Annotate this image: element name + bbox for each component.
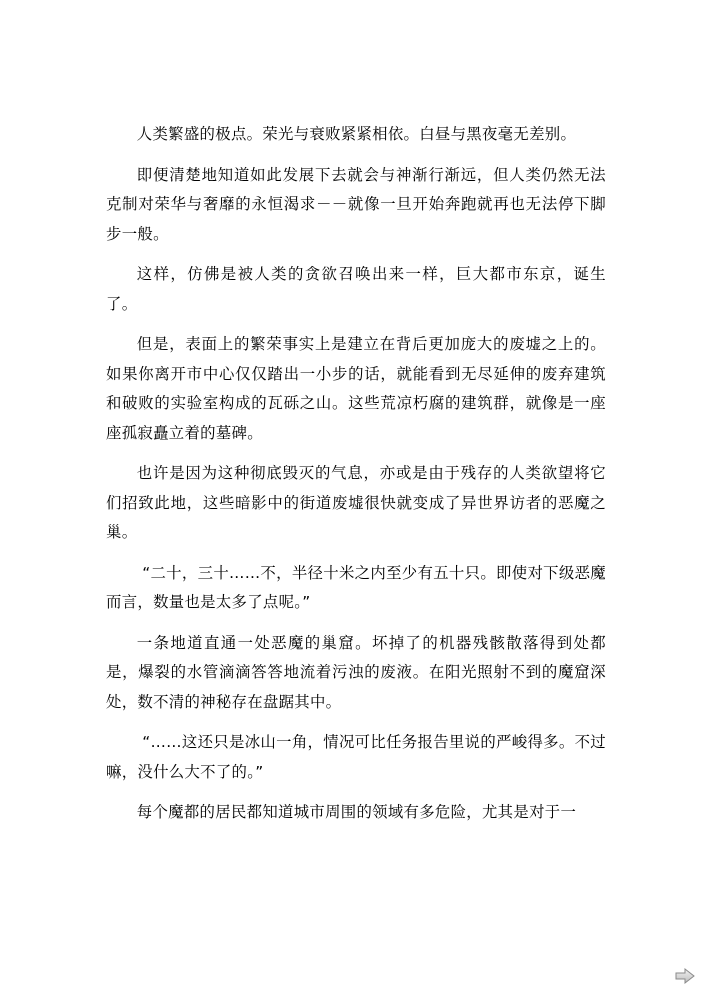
paragraph-4: 但是，表面上的繁荣事实上是建立在背后更加庞大的废墟之上的。如果你离开市中心仅仅踏出一小步的话，就能看到无尽延伸的废弃建筑和破败的实验室构成的瓦砾之山。这些荒凉朽腐的建筑群，就像是一座座孤寂矗立着的墓碑。 [106, 335, 606, 442]
paragraph-6-dialogue: “二十，三十……不，半径十米之内至少有五十只。即使对下级恶魔而言，数量也是太多了点呢。” [106, 563, 606, 611]
paragraph-7: 一条地道直通一处恶魔的巢窟。坏掉了的机器残骸散落得到处都是，爆裂的水管滴滴答答地流着污浊的废液。在阳光照射不到的魔窟深处，数不清的神秘存在盘踞其中。 [106, 633, 606, 711]
paragraph-3: 这样，仿佛是被人类的贪欲召唤出来一样，巨大都市东京，诞生了。 [106, 265, 606, 313]
paragraph-1: 人类繁盛的极点。荣光与衰败紧紧相依。白昼与黑夜毫无差别。 [136, 125, 577, 143]
paragraph-5: 也许是因为这种彻底毁灭的气息，亦或是由于残存的人类欲望将它们招致此地，这些暗影中的街道废墟很快就变成了异世界访者的恶魔之巢。 [106, 464, 606, 541]
document-body [106, 120, 606, 839]
paragraph-8-dialogue: “……这还只是冰山一角，情况可比任务报告里说的严峻得多。不过嘛，没什么大不了的。” [106, 733, 606, 781]
paragraph-9: 每个魔都的居民都知道城市周围的领域有多危险，尤其是对于一 [136, 803, 577, 821]
next-page-arrow-icon[interactable] [674, 967, 696, 985]
paragraph-2: 即便清楚地知道如此发展下去就会与神渐行渐远，但人类仍然无法克制对荣华与奢靡的永恒渴求－－就像一旦开始奔跑就再也无法停下脚步一般。 [106, 165, 606, 243]
